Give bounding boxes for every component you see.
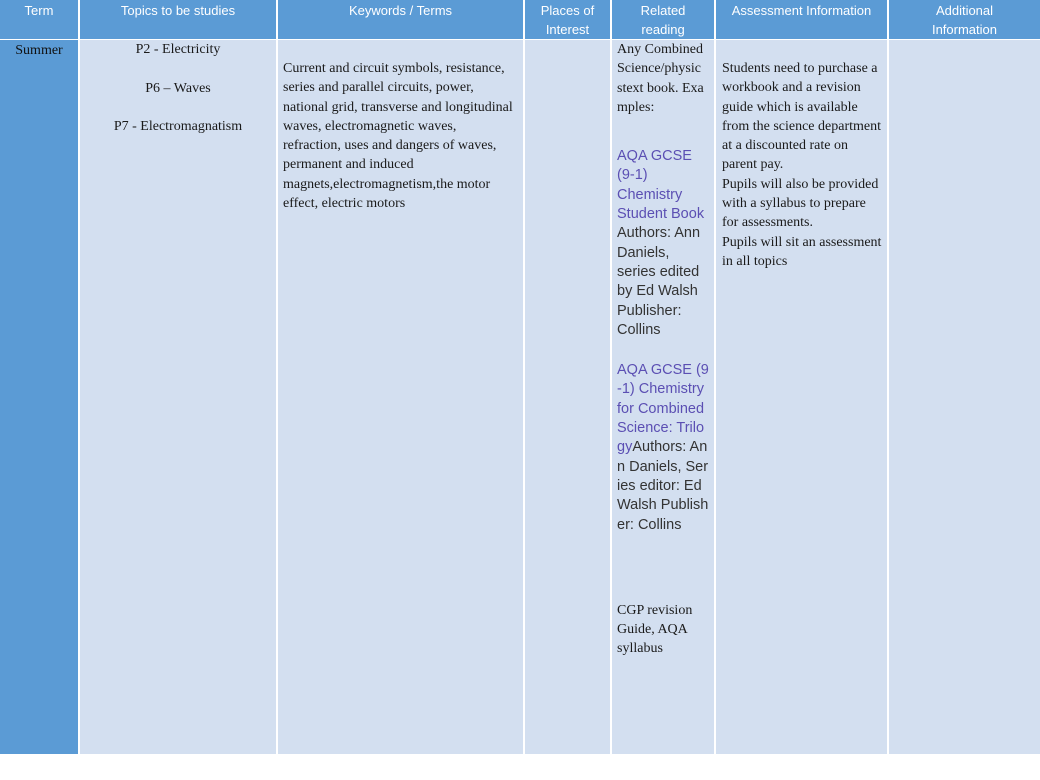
reading-intro: Any Combined Science/physicstext book. Examples: (617, 42, 704, 115)
assessment-column (716, 0, 887, 754)
cell-assessment (716, 40, 887, 754)
topic-item: P2 - Electricity (135, 42, 221, 57)
topic-item: P6 – Waves (145, 80, 211, 96)
cell-topics (80, 40, 276, 754)
header-assessment: Assessment Information (716, 0, 887, 39)
additional-column (889, 0, 1040, 754)
book1-details: Authors: Ann Daniels, series edited by Ed Walsh Publisher: Collins (617, 225, 701, 338)
book1-title-link[interactable]: AQA GCSE (9-1) Chemistry Student Book (617, 148, 705, 223)
keywords-column (278, 0, 523, 754)
assessment-para: Pupils will also be provided with a syllabus to prepare for assessments. (722, 176, 879, 231)
cgp-reading: CGP revision Guide, AQA syllabus (617, 602, 693, 657)
book2-title-link[interactable]: AQA GCSE (9-1) Chemistry for Combined Science: Trilogy (617, 362, 709, 456)
book2-details: Authors: Ann Daniels, Series editor: Ed Walsh Publisher: Collins (617, 439, 709, 533)
places-column (525, 0, 610, 754)
term-value: Summer (15, 43, 63, 58)
term-column (0, 0, 78, 754)
cell-places (525, 40, 610, 754)
cell-reading (612, 40, 714, 754)
header-keywords: Keywords / Terms (278, 0, 523, 39)
topic-item: P7 - Electromagnatism (113, 119, 243, 135)
assessment-para: Students need to purchase a workbook and a revision guide which is available from the science department at a discounted rate on parent pay. (722, 61, 881, 173)
assessment-para: Pupils will sit an assessment in all topics (722, 234, 882, 269)
cell-keywords (278, 40, 523, 754)
header-places: Places of Interest (525, 0, 610, 39)
header-reading: Related reading (612, 0, 714, 39)
topics-column (80, 0, 276, 754)
reading-column (612, 0, 714, 754)
cell-term (0, 40, 78, 754)
cell-additional (889, 40, 1040, 754)
keywords-text: Current and circuit symbols, resistance, series and parallel circuits, power, national grid, transverse and longitudinal waves, electromagnetic waves, refraction, uses and dangers of waves, permanent and induced magnets,electromagnetism,the motor effect, electric motors (283, 61, 513, 212)
header-term: Term (0, 0, 78, 39)
header-additional: Additional Information (889, 0, 1040, 39)
header-topics: Topics to be studies (80, 0, 276, 39)
